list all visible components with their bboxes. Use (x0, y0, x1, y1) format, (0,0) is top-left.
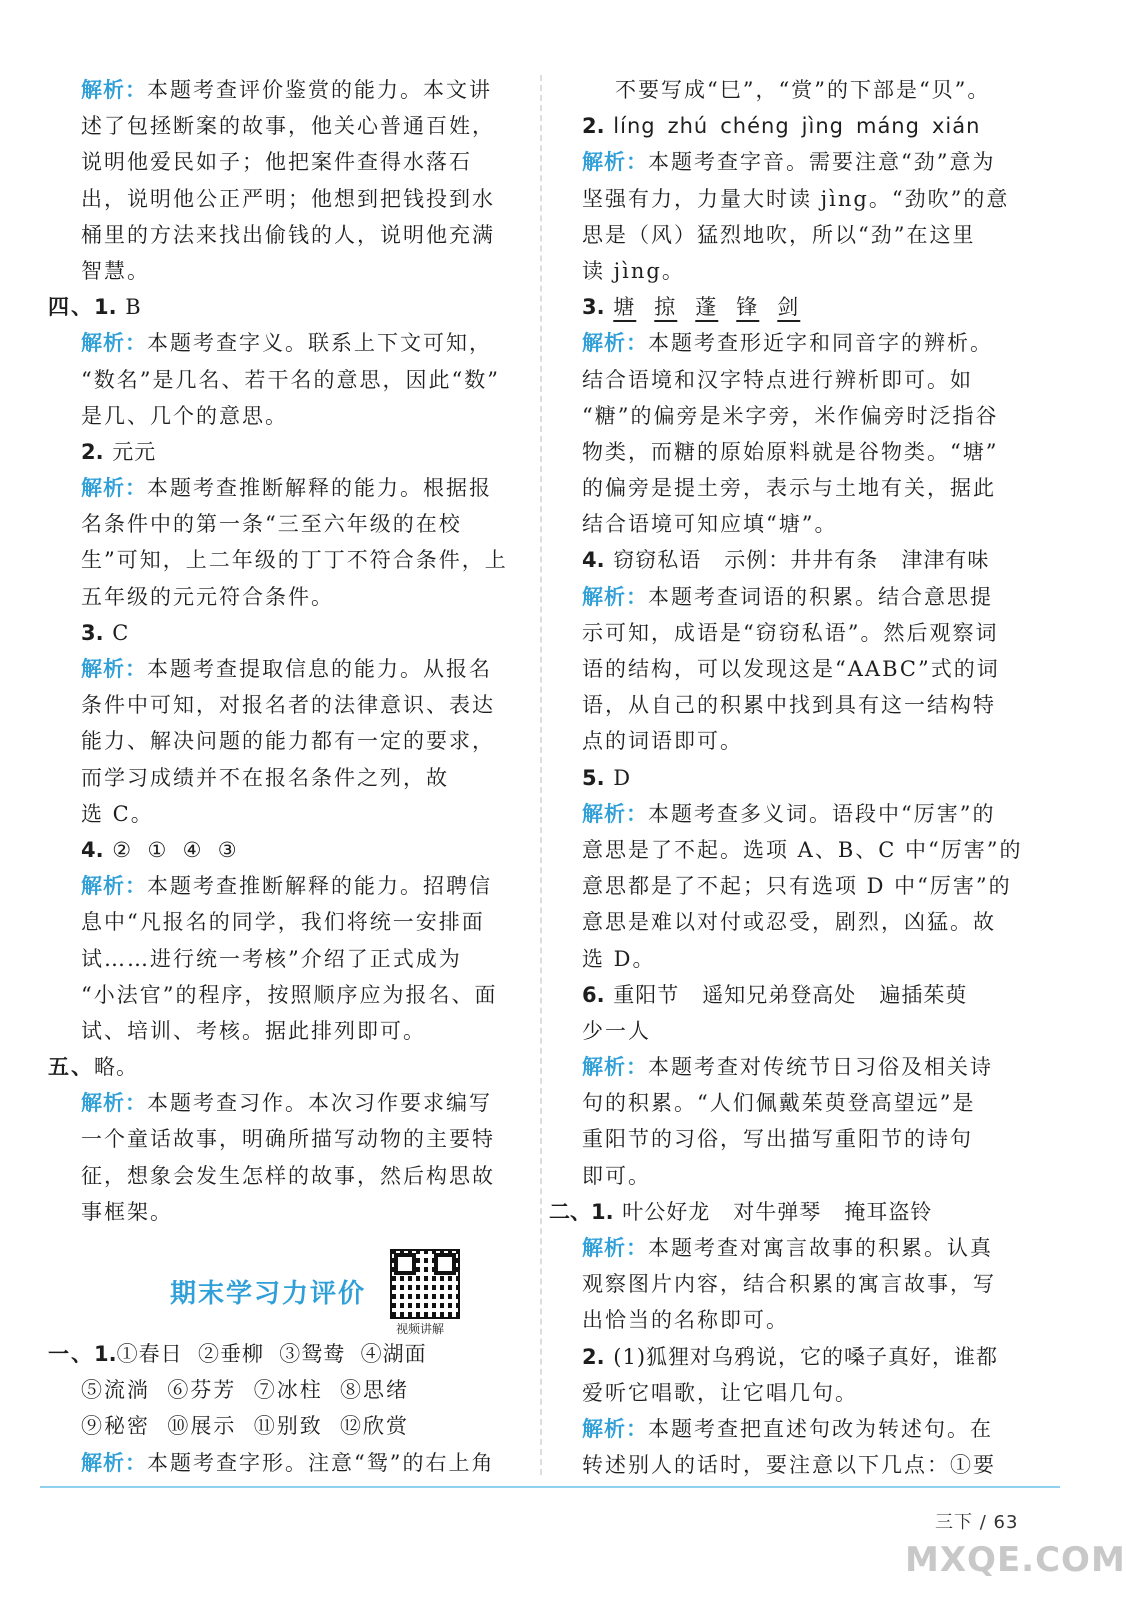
section-number: 五、 (48, 1055, 94, 1080)
left-column (48, 72, 518, 1230)
text-line: 句的积累。“人们佩戴茱萸登高望远”是 (582, 1091, 976, 1116)
text-line: 出恰当的名称即可。 (582, 1308, 789, 1333)
answer-word: 塘 (613, 295, 637, 320)
question-line (48, 1049, 518, 1085)
analysis-line: 解析：本题考查把直述句改为转述句。在 (582, 1416, 993, 1441)
right-column (549, 72, 1023, 1483)
text-line: 生”可知，上二年级的丁丁不符合条件，上 (81, 548, 508, 573)
watermark: MXQE.COM (905, 1540, 1126, 1580)
text-line: 物类，而糖的原始原料就是谷物类。“塘” (582, 439, 999, 464)
text-line: 出，说明他公正严明；他想到把钱投到水 (81, 186, 495, 211)
analysis-line: 解析：本题考查提取信息的能力。从报名 (81, 657, 492, 681)
text-line: 事框架。 (81, 1199, 173, 1224)
answer: C (112, 620, 130, 645)
answer: 叶公好龙 对牛弹琴 掩耳盗铃 (622, 1199, 933, 1224)
question-line: 4. 窃窃私语 示例：井井有条 津津有味 (582, 548, 990, 573)
answer: 元元 (112, 439, 157, 464)
question-line: 2. 元元 (81, 439, 157, 464)
text-line: 思是（风）猛烈地吹，所以“劲”在这里 (582, 222, 976, 247)
analysis-line: 解析：本题考查形近字和同音字的辨析。 (582, 331, 993, 356)
text-line: 读 jìng。 (582, 258, 685, 283)
answer: ①春日 ②垂柳 ③鸳鸯 ④湖面 (116, 1342, 427, 1366)
pinyin: máng (855, 114, 920, 139)
answer-line: ⑨秘密 ⑩展示 ⑪别致 ⑫欣赏 (81, 1414, 410, 1439)
text-line: 名条件中的第一条“三至六年级的在校 (81, 512, 462, 537)
left-bottom-block (48, 1336, 518, 1481)
text-line: 示可知，成语是“窃窃私语”。然后观察词 (582, 620, 999, 645)
qr-label: 视频讲解 (396, 1322, 445, 1336)
question-line: 2. líng zhú chéng jìng máng xián (582, 108, 1022, 144)
footer-rule (40, 1486, 1060, 1488)
text-line: 坚强有力，力量大时读 jìng。“劲吹”的意 (582, 186, 1010, 211)
answer-line: 爱听它唱歌，让它唱几句。 (582, 1380, 858, 1405)
text-line: 意思是难以对付或忍受，剧烈，凶猛。故 (582, 910, 996, 935)
pinyin: líng (613, 114, 656, 139)
text-line: 述了包拯断案的故事，他关心普通百姓， (81, 114, 495, 139)
answer: 窃窃私语 示例：井井有条 津津有味 (613, 548, 990, 573)
question-line: 4. ② ① ④ ③ (81, 837, 238, 862)
pinyin: jìng (801, 114, 844, 139)
section-title: 期末学习力评价 (170, 1279, 367, 1309)
analysis-line: 解析：本题考查字义。联系上下文可知， (81, 331, 492, 356)
text-line: 转述别人的话时，要注意以下几点：①要 (582, 1453, 996, 1478)
text-line: 桶里的方法来找出偷钱的人，说明他充满 (81, 222, 495, 247)
text-line: 点的词语即可。 (582, 729, 743, 754)
page-number: 三下 / 63 (935, 1512, 1019, 1533)
text-line: “数名”是几名、若干名的意思，因此“数” (81, 367, 500, 392)
text-line: 重阳节的习俗，写出描写重阳节的诗句 (582, 1127, 973, 1152)
answer: ② ① ④ ③ (112, 837, 238, 862)
answer-line: 少一人 (582, 1018, 651, 1043)
text-line: 选 D。 (582, 946, 656, 971)
text-line: 试……进行统一考核”介绍了正式成为 (81, 946, 462, 971)
text-line: 意思是了不起。选项 A、B、C 中“厉害”的 (582, 837, 1023, 862)
pinyin: xián (931, 114, 981, 139)
text-line: 说明他爱民如子；他把案件查得水落石 (81, 150, 472, 175)
analysis-line: 解析：本题考查多义词。语段中“厉害”的 (582, 801, 996, 826)
section-number: 四、 (48, 295, 94, 320)
question-line: 5. D (582, 765, 632, 790)
text-line: “小法官”的程序，按照顺序应为报名、面 (81, 982, 498, 1007)
text-line: 意思都是了不起；只有选项 D 中“厉害”的 (582, 874, 1012, 899)
analysis-tag: 解析： (81, 78, 147, 102)
text-line: 试、培训、考核。据此排列即可。 (81, 1018, 426, 1043)
question-line: 3. C (81, 620, 130, 645)
analysis-line: 解析：本题考查字形。注意“鸳”的右上角 (81, 1450, 495, 1475)
analysis-line: 解析：本题考查推断解释的能力。招聘信 (81, 874, 492, 899)
question-line: 6. 重阳节 遥知兄弟登高处 遍插茱萸 (582, 982, 968, 1007)
answer: (1)狐狸对乌鸦说，它的嗓子真好，谁都 (613, 1344, 999, 1369)
text-line: 语的结构，可以发现这是“AABC”式的词 (582, 657, 1000, 681)
analysis-line: 解析：本题考查推断解释的能力。根据报 (81, 476, 492, 501)
text-line: 结合语境和汉字特点进行辨析即可。如 (582, 367, 973, 392)
text-line: 是几、几个的意思。 (81, 403, 288, 428)
pinyin: chéng (720, 114, 790, 139)
pinyin: zhú (667, 114, 709, 139)
question-line: 2. (1)狐狸对乌鸦说，它的嗓子真好，谁都 (582, 1344, 999, 1369)
text-line: 条件中可知，对报名者的法律意识、表达 (81, 693, 495, 718)
text-line: 而学习成绩并不在报名条件之列，故 (81, 765, 449, 790)
text-line: 息中“凡报名的同学，我们将统一安排面 (81, 910, 485, 935)
analysis-line: 解析：本题考查习作。本次习作要求编写 (81, 1091, 492, 1116)
section-number: 一、 (48, 1342, 94, 1366)
text-line: 即可。 (582, 1163, 651, 1188)
text-line: 一个童话故事，明确所描写动物的主要特 (81, 1127, 495, 1152)
answer-word: 蓬 (695, 295, 719, 320)
answer: 略。 (94, 1055, 138, 1080)
analysis-line: 解析：本题考查对传统节日习俗及相关诗 (582, 1055, 993, 1080)
text-line: 的偏旁是提土旁，表示与土地有关，据此 (582, 476, 996, 501)
answer-line: ⑤流淌 ⑥芬芳 ⑦冰柱 ⑧思绪 (81, 1378, 410, 1403)
text-line: “糖”的偏旁是米字旁，米作偏旁时泛指谷 (582, 403, 999, 428)
qr-code-icon[interactable] (390, 1249, 460, 1319)
text-line: 不要写成“巳”，“赏”的下部是“贝”。 (615, 78, 991, 102)
column-divider (540, 75, 542, 1475)
question-line: 二、1. 叶公好龙 对牛弹琴 掩耳盗铃 (549, 1199, 933, 1224)
question-line: 一、1.①春日 ②垂柳 ③鸳鸯 ④湖面 (48, 1342, 427, 1366)
question-line: 四、1. B (48, 295, 142, 320)
section-number: 二、 (549, 1199, 591, 1224)
analysis-line: 解析：本题考查评价鉴赏的能力。本文讲 (81, 78, 492, 102)
answer: 重阳节 遥知兄弟登高处 遍插茱萸 (613, 982, 968, 1007)
text-line: 语，从自己的积累中找到具有这一结构特 (582, 693, 996, 718)
answer-word: 锋 (736, 295, 760, 320)
analysis-line: 解析：本题考查字音。需要注意“劲”意为 (582, 150, 996, 175)
question-line: 3. 塘 掠 蓬 锋 剑 (582, 295, 801, 320)
text-line: 五年级的元元符合条件。 (81, 584, 334, 609)
text-line: 选 C。 (81, 801, 154, 826)
answer-word: 剑 (777, 295, 801, 320)
answer: B (125, 295, 142, 320)
text-line: 结合语境可知应填“塘”。 (582, 512, 838, 537)
text-line: 征，想象会发生怎样的故事，然后构思故 (81, 1163, 495, 1188)
answer: D (613, 765, 632, 790)
analysis-line: 解析：本题考查对寓言故事的积累。认真 (582, 1236, 993, 1260)
analysis-line: 解析：本题考查词语的积累。结合意思提 (582, 584, 993, 609)
text-line: 观察图片内容，结合积累的寓言故事，写 (582, 1272, 996, 1297)
text-line: 智慧。 (81, 258, 150, 283)
answer-word: 掠 (654, 295, 678, 320)
text-line: 能力、解决问题的能力都有一定的要求， (81, 729, 495, 754)
